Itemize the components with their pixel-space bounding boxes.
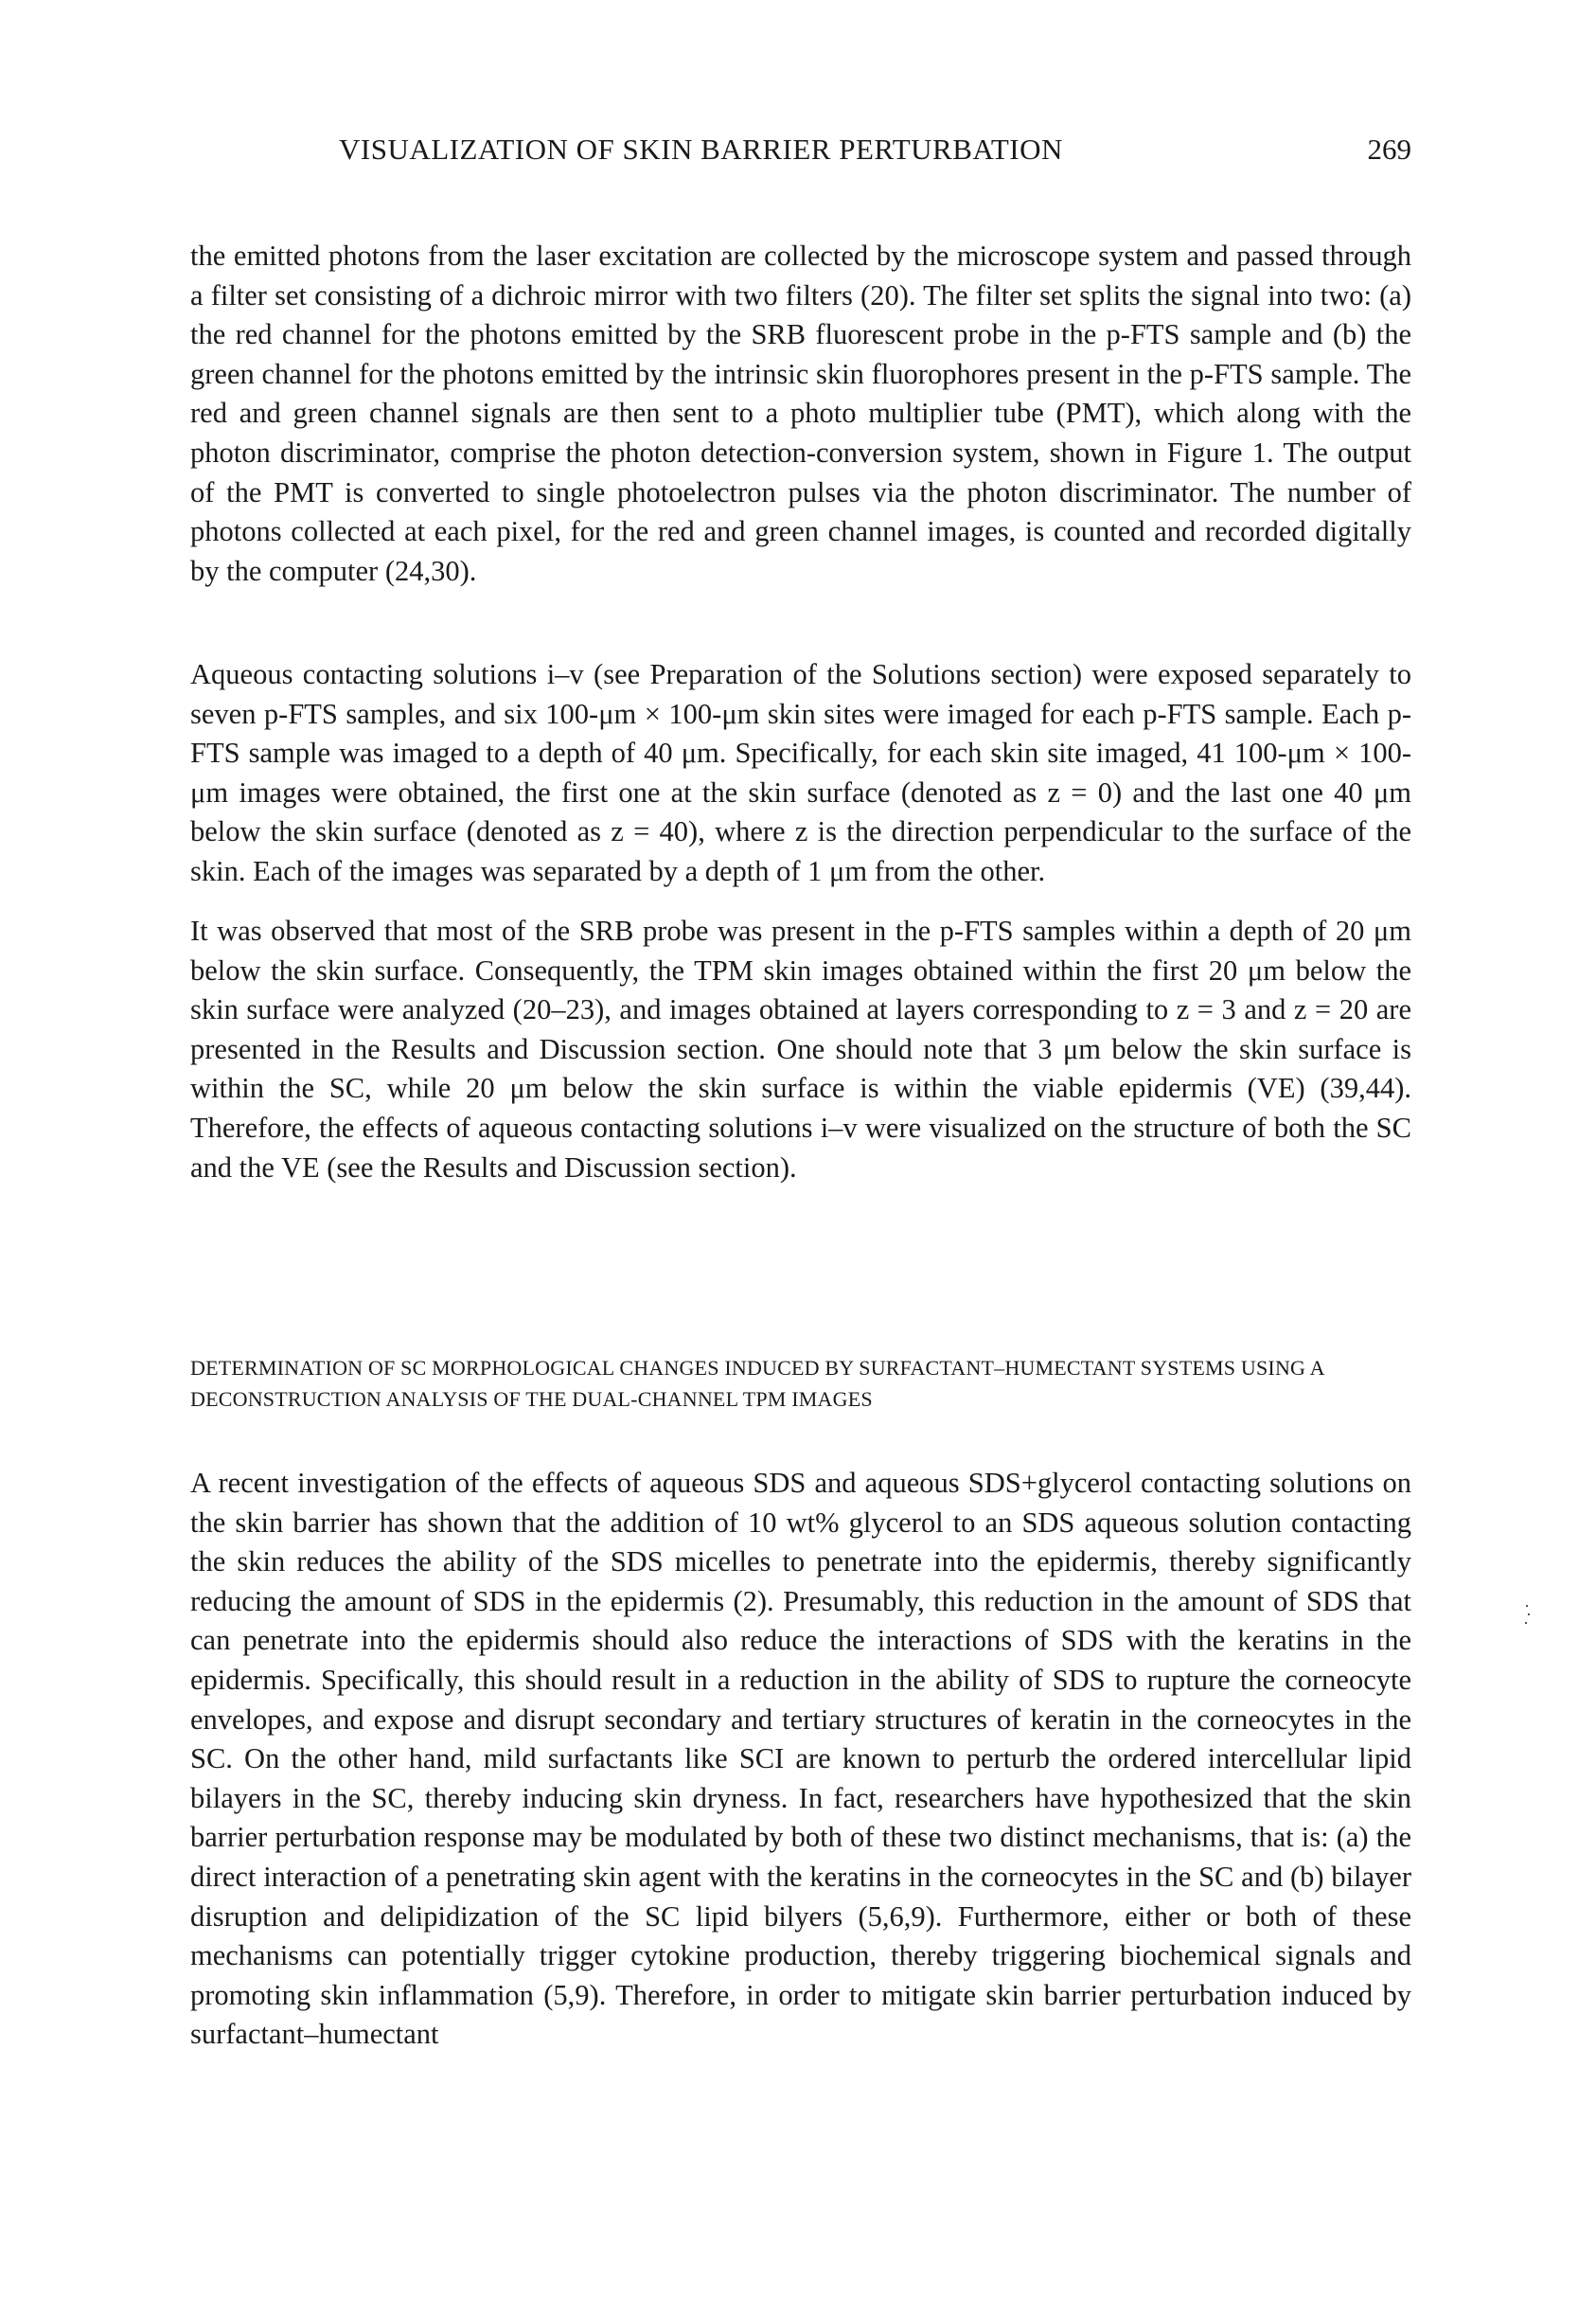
paragraph-photon-detection: the emitted photons from the laser excitation are collected by the microscope system and passed through a filter set consisting of a dichroic mirror with two filters (20). The filter set splits the signal into two: (a) the red channel for the photons emitted by the SRB fluorescent probe in the p-FTS sample and (b) the green channel for the photons emitted by the intrinsic skin fluorophores present in the p-FTS sample. The red and green channel signals are then sent to a photo multiplier tube (PMT), which along with the photon discriminator, comprise the photon detection-conversion system, shown in Figure 1. The output of the PMT is converted to single photoelectron pulses via the photon discriminator. The number of photons collected at each pixel, for the red and green channel images, is counted and recorded digitally by the computer (24,30).	[190, 240, 1411, 587]
paragraph-sds-glycerol: A recent investigation of the effects of aqueous SDS and aqueous SDS+glycerol contacting solutions on the skin barrier has shown that the addition of 10 wt% glycerol to an SDS aqueous solution contacting the skin reduces the ability of the SDS micelles to penetrate into the epidermis, thereby significantly reducing the amount of SDS in the epidermis (2). Presumably, this reduction in the amount of SDS that can penetrate into the epidermis should also reduce the interactions of SDS with the keratins in the epidermis. Specifically, this should result in a reduction in the ability of SDS to rupture the corneocyte envelopes, and expose and disrupt secondary and tertiary structures of keratin in the corneocytes in the SC. On the other hand, mild surfactants like SCI are known to perturb the ordered intercellular lipid bilayers in the SC, thereby inducing skin dryness. In fact, researchers have hypothesized that the skin barrier perturbation response may be modulated by both of these two distinct mechanisms, that is: (a) the direct interaction of a penetrating skin agent with the keratins in the corneocytes in the SC and (b) bilayer disruption and delipidization of the SC lipid bilyers (5,6,9). Furthermore, either or both of these mechanisms can potentially trigger cytokine production, thereby triggering biochemical signals and promoting skin inflammation (5,9). Therefore, in order to mitigate skin barrier perturbation induced by surfactant–humectant	[190, 1467, 1411, 2051]
running-title: VISUALIZATION OF SKIN BARRIER PERTURBATION	[339, 133, 1063, 166]
paragraph-depth-analysis: It was observed that most of the SRB probe was present in the p-FTS samples within a depth of 20 μm below the skin surface. Consequently, the TPM skin images obtained within the first 20 μm below the skin surface were analyzed (20–23), and images obtained at layers corresponding to z = 3 and z = 20 are presented in the Results and Discussion section. One should note that 3 μm below the skin surface is within the SC, while 20 μm below the skin surface is within the viable epidermis (VE) (39,44). Therefore, the effects of aqueous contacting solutions i–v were visualized on the structure of both the SC and the VE (see the Results and Discussion section).	[190, 915, 1411, 1184]
running-header	[190, 133, 1411, 170]
page-number: 269	[1367, 133, 1411, 166]
paragraph-imaging-protocol: Aqueous contacting solutions i–v (see Preparation of the Solutions section) were exposed separately to seven p-FTS samples, and six 100-μm × 100-μm skin sites were imaged for each p-FTS sample. Each p-FTS sample was imaged to a depth of 40 μm. Specifically, for each skin site imaged, 41 100-μm × 100-μm images were obtained, the first one at the skin surface (denoted as z = 0) and the last one 40 μm below the skin surface (denoted as z = 40), where z is the direction perpendicular to the surface of the skin. Each of the images was separated by a depth of 1 μm from the other.	[190, 658, 1411, 887]
section-heading: DETERMINATION OF SC MORPHOLOGICAL CHANGES INDUCED BY SURFACTANT–HUMECTANT SYSTEMS USING A DECONSTRUCTION ANALYSIS OF THE DUAL-CHANNEL TPM IMAGES	[190, 1356, 1324, 1411]
scan-artifact-mark	[1526, 1605, 1530, 1624]
